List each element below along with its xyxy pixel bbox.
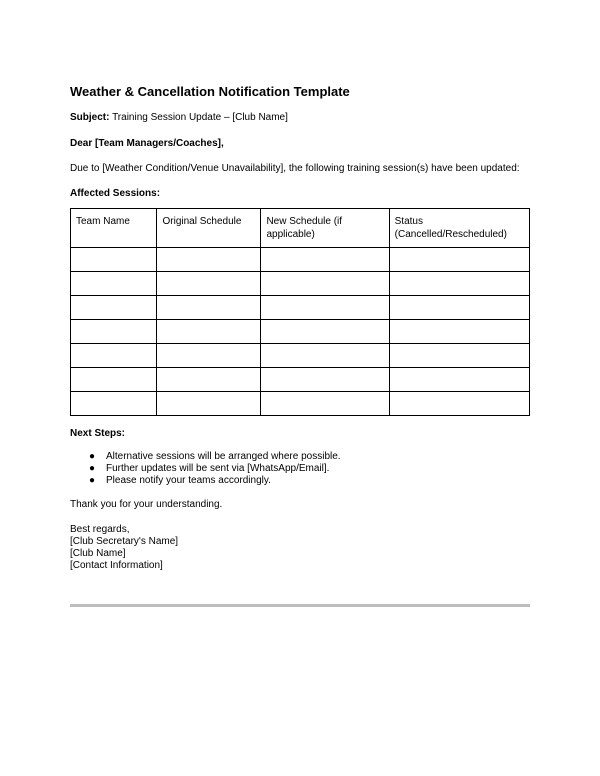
table-cell [261, 296, 389, 320]
table-cell [261, 248, 389, 272]
list-item [89, 463, 530, 475]
table-cell [71, 392, 157, 416]
subject-label: Subject: [70, 112, 110, 123]
intro-paragraph: Due to [Weather Condition/Venue Unavailability], the following training session(s) have been updated: [70, 163, 520, 174]
secretary-name: [Club Secretary's Name] [70, 536, 179, 547]
table-cell [157, 368, 261, 392]
table-row [71, 320, 530, 344]
bullet-icon: ● [89, 475, 96, 486]
table-row [71, 368, 530, 392]
list-item-text: Alternative sessions will be arranged where possible. [106, 451, 341, 462]
thanks-line: Thank you for your understanding. [70, 499, 223, 510]
table-cell [389, 248, 529, 272]
table-cell [71, 248, 157, 272]
table-row [71, 296, 530, 320]
table-header-row [71, 209, 530, 248]
table-cell [261, 368, 389, 392]
table-cell [157, 392, 261, 416]
column-header-original-schedule: Original Schedule [157, 209, 261, 248]
horizontal-divider [70, 604, 530, 607]
table-body [71, 248, 530, 416]
subject-line [70, 112, 530, 124]
table-cell [71, 296, 157, 320]
affected-sessions-heading: Affected Sessions: [70, 188, 161, 199]
table-row [71, 344, 530, 368]
table-cell [261, 392, 389, 416]
column-header-status: Status (Cancelled/Rescheduled) [389, 209, 529, 248]
table-cell [71, 344, 157, 368]
subject-value: Training Session Update – [Club Name] [112, 112, 288, 123]
closing-line: Best regards, [70, 524, 130, 535]
table-cell [261, 272, 389, 296]
table-row [71, 392, 530, 416]
table-cell [157, 248, 261, 272]
table-cell [157, 320, 261, 344]
table-row [71, 248, 530, 272]
table-cell [71, 320, 157, 344]
table-cell [71, 368, 157, 392]
table-cell [157, 296, 261, 320]
next-steps-list [70, 451, 530, 487]
table-cell [389, 368, 529, 392]
contact-information: [Contact Information] [70, 560, 163, 571]
list-item-text: Please notify your teams accordingly. [106, 475, 271, 486]
table-cell [389, 296, 529, 320]
table-cell [389, 272, 529, 296]
signature-block [70, 524, 530, 572]
bullet-icon: ● [89, 451, 96, 462]
table-cell [389, 320, 529, 344]
next-steps-heading: Next Steps: [70, 428, 126, 439]
list-item [89, 475, 530, 487]
document-title: Weather & Cancellation Notification Template [70, 84, 350, 99]
club-name: [Club Name] [70, 548, 126, 559]
column-header-team-name: Team Name [71, 209, 157, 248]
table-row [71, 272, 530, 296]
document-page [70, 84, 530, 572]
table-cell [261, 320, 389, 344]
list-item [89, 451, 530, 463]
table-cell [261, 344, 389, 368]
greeting: Dear [Team Managers/Coaches], [70, 138, 224, 149]
table-cell [157, 272, 261, 296]
column-header-new-schedule: New Schedule (if applicable) [261, 209, 389, 248]
table-cell [157, 344, 261, 368]
table-cell [389, 392, 529, 416]
affected-sessions-table [70, 208, 530, 416]
table-cell [389, 344, 529, 368]
list-item-text: Further updates will be sent via [WhatsApp/Email]. [106, 463, 330, 474]
table-cell [71, 272, 157, 296]
bullet-icon: ● [89, 463, 96, 474]
